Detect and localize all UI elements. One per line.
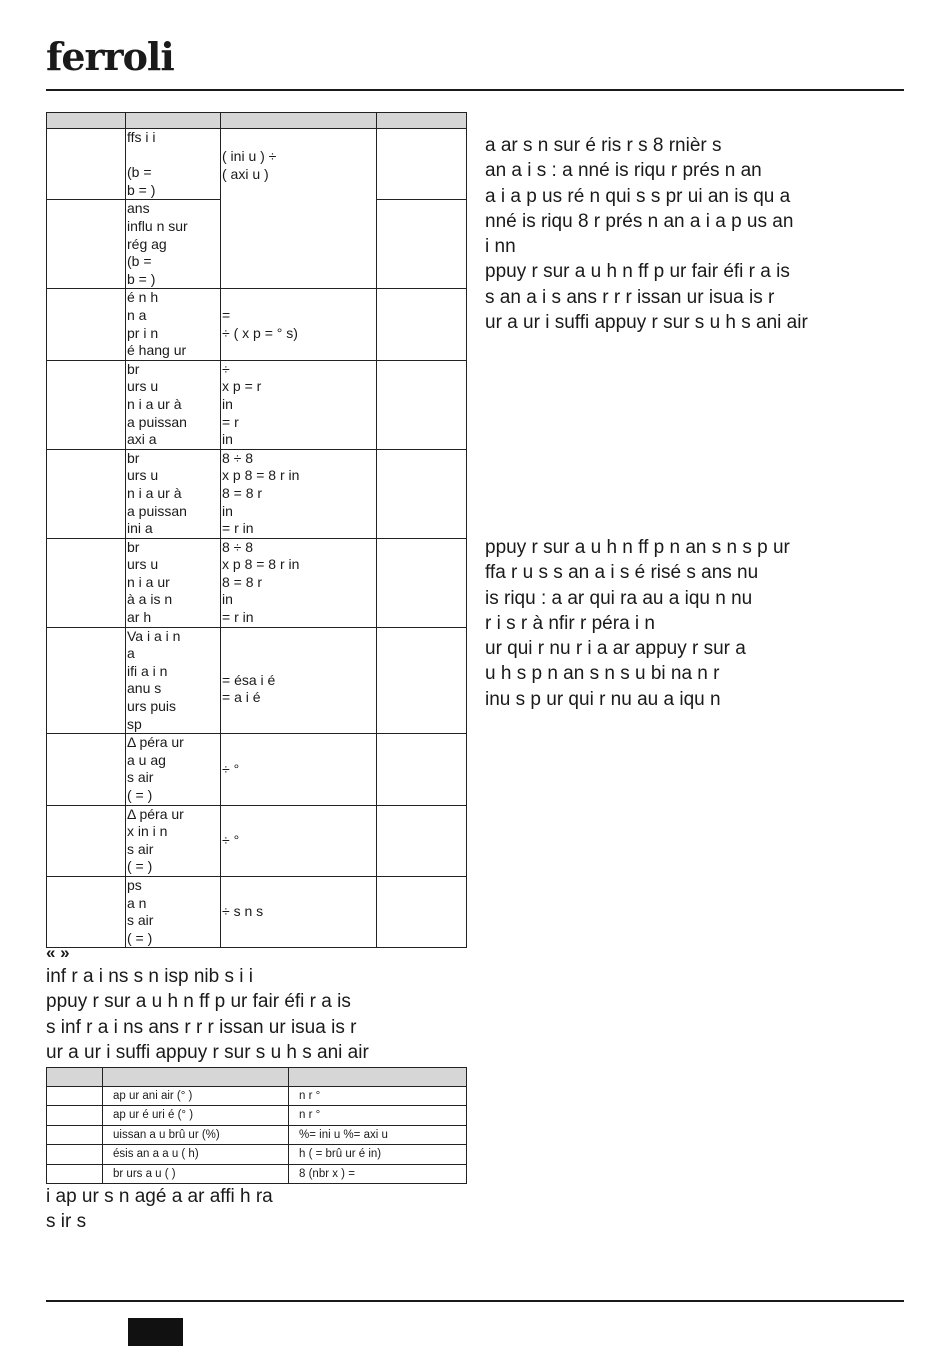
header-rule bbox=[46, 89, 904, 91]
table-row bbox=[47, 1145, 467, 1164]
info-label-cell: ésis an a a u ( h) bbox=[103, 1145, 289, 1164]
param-default-cell bbox=[377, 289, 467, 360]
table-row bbox=[47, 1087, 467, 1106]
footer-paragraph: i ap ur s n agé a ar affi h ra s ir s bbox=[46, 1186, 273, 1233]
table-header-cell bbox=[47, 113, 126, 129]
param-description: ffs i i (b = b = ) bbox=[126, 129, 221, 200]
info-value-cell: 8 (nbr x ) = bbox=[289, 1164, 467, 1183]
param-range: 8 ÷ 8 x p 8 = 8 r in 8 = 8 r in = r in bbox=[221, 538, 377, 627]
param-default-cell bbox=[377, 129, 467, 200]
table-row bbox=[47, 1164, 467, 1183]
table-row bbox=[47, 360, 467, 449]
table-row bbox=[47, 449, 467, 538]
table-header-cell bbox=[126, 113, 221, 129]
param-description: ans influ n sur rég ag (b = b = ) bbox=[126, 200, 221, 289]
param-id-cell bbox=[47, 627, 126, 734]
table-header-cell bbox=[377, 113, 467, 129]
param-id-cell bbox=[47, 538, 126, 627]
param-default-cell bbox=[377, 876, 467, 947]
info-label-cell: ap ur é uri é (° ) bbox=[103, 1106, 289, 1125]
info-value-cell: n r ° bbox=[289, 1087, 467, 1106]
table-header-cell bbox=[289, 1068, 467, 1087]
info-label-cell: br urs a u ( ) bbox=[103, 1164, 289, 1183]
param-id-cell bbox=[47, 200, 126, 289]
section-quote-marks: « » bbox=[46, 943, 70, 962]
table-header-cell bbox=[47, 1068, 103, 1087]
param-range: ÷ ° bbox=[221, 734, 377, 805]
param-id-cell bbox=[47, 734, 126, 805]
param-id-cell bbox=[47, 289, 126, 360]
info-code-cell bbox=[47, 1106, 103, 1125]
right-paragraph-2: ppuy r sur a u h n ff p n an s n s p ur ffa r u s s an a i s é risé s ans nu is riqu : a ar qui ra au a iqu n nu r i s r à nfir r péra i n ur qui r nu r i a ar appuy r sur a u h s p n an s n s u bi na n r inu s p ur qui r nu au a iqu n bbox=[485, 537, 790, 710]
param-description: br urs u n i a ur à a puissan axi a bbox=[126, 360, 221, 449]
param-range: = ésa i é = a i é bbox=[221, 627, 377, 734]
table-row bbox=[47, 1125, 467, 1144]
table-row bbox=[47, 627, 467, 734]
param-default-cell bbox=[377, 627, 467, 734]
info-label-cell: ap ur ani air (° ) bbox=[103, 1087, 289, 1106]
table-header-cell bbox=[103, 1068, 289, 1087]
param-default-cell bbox=[377, 734, 467, 805]
param-range: = ÷ ( x p = ° s) bbox=[221, 289, 377, 360]
table-row bbox=[47, 538, 467, 627]
info-value-cell: %= ini u %= axi u bbox=[289, 1125, 467, 1144]
param-description: ps a n s air ( = ) bbox=[126, 876, 221, 947]
param-range: ÷ ° bbox=[221, 805, 377, 876]
info-code-cell bbox=[47, 1125, 103, 1144]
page-number-box bbox=[128, 1318, 183, 1346]
info-value-cell: h ( = brû ur é in) bbox=[289, 1145, 467, 1164]
ferroli-logo: ferroli bbox=[46, 34, 174, 79]
param-description: Va i a i n a ifi a i n anu s urs puis sp bbox=[126, 627, 221, 734]
table-row bbox=[47, 1106, 467, 1125]
table-header-cell bbox=[221, 113, 377, 129]
parameters-table bbox=[46, 112, 467, 948]
param-description: Δ péra ur a u ag s air ( = ) bbox=[126, 734, 221, 805]
param-range: 8 ÷ 8 x p 8 = 8 r in 8 = 8 r in = r in bbox=[221, 449, 377, 538]
param-id-cell bbox=[47, 876, 126, 947]
info-code-cell bbox=[47, 1087, 103, 1106]
param-range: ( ini u ) ÷ ( axi u ) bbox=[221, 129, 377, 289]
param-id-cell bbox=[47, 360, 126, 449]
table-row bbox=[47, 289, 467, 360]
param-default-cell bbox=[377, 805, 467, 876]
right-paragraph-1: a ar s n sur é ris r s 8 rnièr s an a i s : a nné is riqu r prés n an a i a p us ré n qui s s pr ui an is qu a nné is riqu 8 r prés n an a i a p us an i nn ppuy r sur a u h n ff p ur fair éfi r a is s an a i s ans r r r issan ur isua is r ur a ur i suffi appuy r sur s u h s ani air bbox=[485, 135, 808, 334]
param-default-cell bbox=[377, 538, 467, 627]
param-range: ÷ x p = r in = r in bbox=[221, 360, 377, 449]
info-code-cell bbox=[47, 1145, 103, 1164]
info-code-cell bbox=[47, 1164, 103, 1183]
info-paragraph: inf r a i ns s n isp nib s i i ppuy r sur a u h n ff p ur fair éfi r a is s inf r a i ns ans r r r issan ur isua is r ur a ur i suffi appuy r sur s u h s ani air bbox=[46, 966, 369, 1063]
table-header-row bbox=[47, 113, 467, 129]
param-default-cell bbox=[377, 360, 467, 449]
param-description: br urs u n i a ur à a puissan ini a bbox=[126, 449, 221, 538]
param-description: é n h n a pr i n é hang ur bbox=[126, 289, 221, 360]
table-row bbox=[47, 129, 467, 200]
table-row bbox=[47, 734, 467, 805]
param-default-cell bbox=[377, 449, 467, 538]
param-description: br urs u n i a ur à a is n ar h bbox=[126, 538, 221, 627]
table-row bbox=[47, 876, 467, 947]
param-id-cell bbox=[47, 805, 126, 876]
param-default-cell bbox=[377, 200, 467, 289]
param-id-cell bbox=[47, 449, 126, 538]
table-row bbox=[47, 805, 467, 876]
info-label-cell: uissan a u brû ur (%) bbox=[103, 1125, 289, 1144]
footer-rule bbox=[46, 1300, 904, 1302]
info-value-cell: n r ° bbox=[289, 1106, 467, 1125]
param-range: ÷ s n s bbox=[221, 876, 377, 947]
param-description: Δ péra ur x in i n s air ( = ) bbox=[126, 805, 221, 876]
param-id-cell bbox=[47, 129, 126, 200]
info-table bbox=[46, 1067, 467, 1184]
table-header-row bbox=[47, 1068, 467, 1087]
